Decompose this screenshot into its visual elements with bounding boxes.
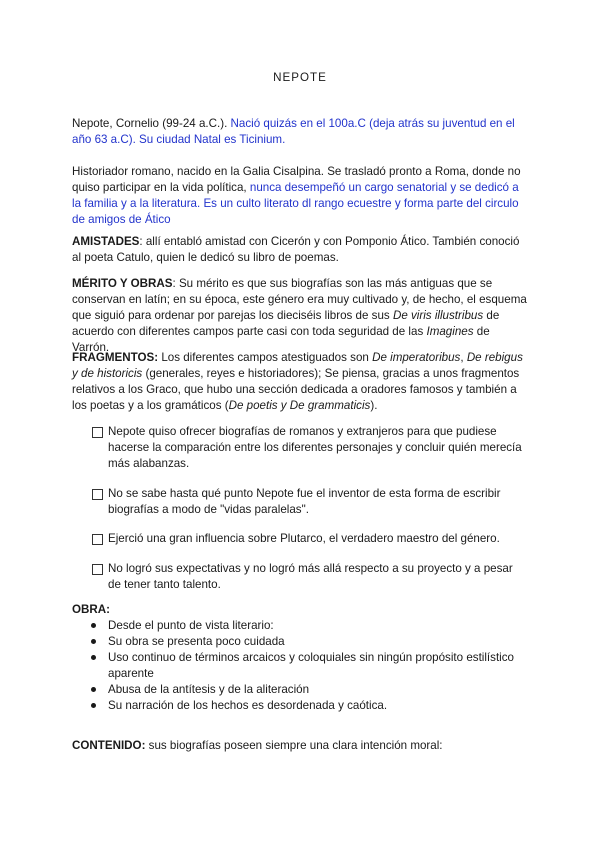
contenido-label: CONTENIDO: (72, 739, 146, 752)
bullet-item: Su obra se presenta poco cuidada (88, 634, 528, 650)
fragmentos-italic-3: De poetis y De grammaticis (228, 399, 371, 412)
contenido-paragraph (72, 738, 528, 754)
amistades-paragraph (72, 234, 528, 266)
checklist-item-text: No logró sus expectativas y no logró más allá respecto a su proyecto y a pesar de tener tanto talento. (108, 562, 513, 591)
bullet-item: Desde el punto de vista literario: (88, 618, 528, 634)
bio-text: Historiador romano, nacido en la Galia Cisalpina. Se trasladó pronto a Roma, donde no quiso participar en la vida política, (72, 165, 521, 194)
fragmentos-sep: , (460, 351, 467, 364)
merito-text-1: : Su mérito es que sus biografías son las más antiguas que se conservan en latín; en su época, este género era muy cultivado y, de hecho, el esquema que siguió para ordenar por parejas los dieciséis libros de sus (72, 277, 527, 322)
bio-paragraph (72, 164, 528, 228)
intro-highlight: Nació quizás en el 100a.C (deja atrás su juventud en el año 63 a.C). Su ciudad Natal es Ticinium. (72, 117, 515, 146)
bullet-item: Abusa de la antítesis y de la aliteración (88, 682, 528, 698)
fragmentos-paragraph (72, 350, 528, 414)
obra-bullet-list (88, 618, 528, 714)
checkbox-icon[interactable] (92, 489, 103, 500)
merito-text-3: de Varrón. (72, 325, 490, 354)
page-title: NEPOTE (273, 71, 327, 84)
merito-italic-1: De viris illustribus (392, 309, 484, 322)
checkbox-icon[interactable] (92, 564, 103, 575)
fragmentos-italic-2: De rebigus y de historicis (72, 351, 523, 380)
checklist-item-text: Ejerció una gran influencia sobre Plutarco, el verdadero maestro del género. (108, 532, 500, 545)
bullet-item: Su narración de los hechos es desordenada y caótica. (88, 698, 528, 714)
merito-text-2: de acuerdo con diferentes campos parte casi con toda seguridad de las (72, 309, 500, 338)
bio-highlight: nunca desempeñó un cargo senatorial y se dedicó a la familia y a la literatura. Es un culto literato dl rango ecuestre y forma parte del circulo de amigos de Ático (72, 181, 519, 226)
obra-label: OBRA: (72, 603, 110, 616)
intro-lead: Nepote, Cornelio (99-24 a.C.). (72, 117, 231, 130)
merito-italic-2: Imagines (426, 325, 474, 338)
checkbox-icon[interactable] (92, 427, 103, 438)
fragmentos-text-2: (generales, reyes e historiadores); Se piensa, gracias a unos fragmentos relativos a los Graco, que hubo una sección dedicada a oradores famosos y también a los poetas y a los gramáticos ( (72, 367, 520, 412)
fragmentos-text-3: ). (370, 399, 378, 412)
fragmentos-italic-1: De imperatoribus (372, 351, 461, 364)
amistades-label: AMISTADES (72, 235, 140, 248)
fragmentos-label: FRAGMENTOS: (72, 351, 159, 364)
checklist-item-text: Nepote quiso ofrecer biografías de romanos y extranjeros para que pudiese hacerse la comparación entre los diferentes personajes y concluir quién merecía más alabanzas. (108, 425, 522, 470)
fragmentos-text-1: Los diferentes campos atestiguados son (158, 351, 373, 364)
merito-paragraph (72, 276, 528, 356)
merito-label: MÉRITO Y OBRAS (72, 277, 173, 290)
obra-heading (72, 602, 528, 618)
intro-paragraph (72, 116, 528, 148)
amistades-text: : allí entabló amistad con Cicerón y con Pomponio Ático. También conoció al poeta Catulo, quien le dedicó su libro de poemas. (72, 235, 520, 264)
checkbox-icon[interactable] (92, 534, 103, 545)
bullet-item: Uso continuo de términos arcaicos y coloquiales sin ningún propósito estilístico aparente (88, 650, 528, 682)
checklist-item-text: No se sabe hasta qué punto Nepote fue el inventor de esta forma de escribir biografías a modo de "vidas paralelas". (108, 487, 501, 516)
contenido-text: sus biografías poseen siempre una clara intención moral: (145, 739, 443, 752)
